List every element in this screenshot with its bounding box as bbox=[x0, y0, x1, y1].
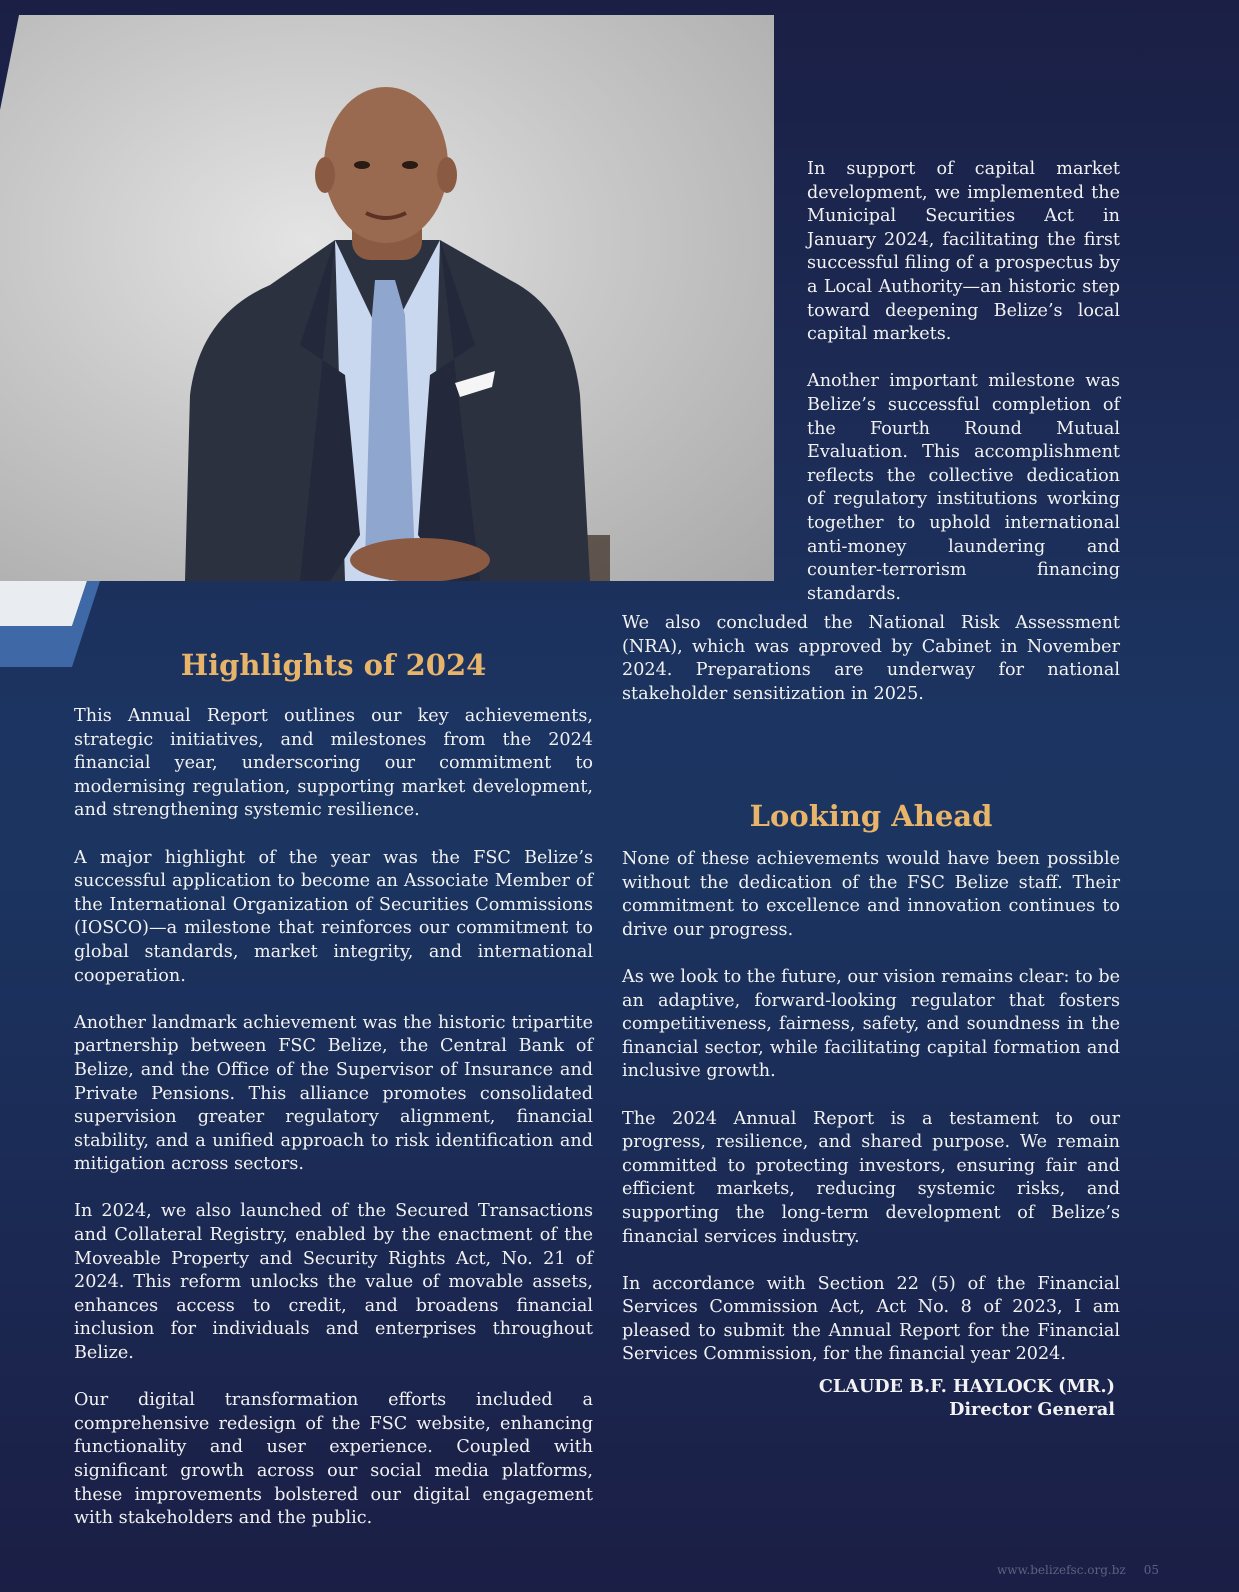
paragraph: This Annual Report outlines our key achievements, strategic initiatives, and milestones from the 2024 financial year, underscoring our commitment to modernising regulation, supporting market development, and strengthening systemic resilience. bbox=[74, 706, 593, 821]
paragraph: A major highlight of the year was the FSC Belize’s successful application to become an Associate Member of the International Organization of Securities Commissions (IOSCO)—a milestone that reinforces our commitment to global standards, market integrity, and international cooperation. bbox=[74, 847, 593, 986]
highlights-heading: Highlights of 2024 bbox=[180, 648, 487, 682]
paragraph: In support of capital market development, we implemented the Municipal Securities Act in January 2024, facilitating the first successful filing of a prospectus by a Local Authority—an historic step toward deepening Belize’s local capital markets. bbox=[807, 159, 1120, 345]
paragraph: None of these achievements would have been possible without the dedication of the FSC Belize staff. Their commitment to excellence and innovation continues to drive our progress. bbox=[622, 849, 1120, 940]
accent-shape-light bbox=[0, 581, 87, 626]
looking-ahead-column bbox=[622, 848, 1120, 1391]
page-number: 05 bbox=[1143, 1563, 1159, 1577]
signature-block bbox=[819, 1375, 1115, 1421]
director-portrait bbox=[0, 15, 774, 581]
website-link[interactable]: www.belizefsc.org.bz bbox=[997, 1563, 1126, 1577]
signatory-title: Director General bbox=[949, 1399, 1115, 1420]
paragraph: Another landmark achievement was the historic tripartite partnership between FSC Belize, the Central Bank of Belize, and the Office of the Supervisor of Insurance and Private Pensions. This alliance promotes consolidated supervision greater regulatory alignment, financial stability, and a unified approach to risk identification and mitigation across sectors. bbox=[74, 1012, 593, 1175]
page-footer bbox=[997, 1563, 1159, 1577]
highlights-column bbox=[74, 705, 593, 1554]
top-right-column bbox=[807, 158, 1120, 630]
paragraph: In 2024, we also launched of the Secured Transactions and Collateral Registry, enabled by the enactment of the Moveable Property and Security Rights Act, No. 21 of 2024. This reform unlocks the value of movable assets, enhances access to credit, and broadens financial inclusion for individuals and enterprises throughout Belize. bbox=[74, 1201, 593, 1364]
paragraph: In accordance with Section 22 (5) of the Financial Services Commission Act, Act No. 8 of 2023, I am pleased to submit the Annual Report for the Financial Services Commission, for the financial year 2024. bbox=[622, 1273, 1120, 1365]
paragraph: Another important milestone was Belize’s successful completion of the Fourth Round Mutual Evaluation. This accomplishment reflects the collective dedication of regulatory institutions working together to uphold international anti-money laundering and counter-terrorism financing standards. bbox=[807, 371, 1120, 604]
looking-ahead-heading: Looking Ahead bbox=[749, 799, 993, 833]
paragraph: We also concluded the National Risk Assessment (NRA), which was approved by Cabinet in November 2024. Preparations are underway for national stakeholder sensitization in 2025. bbox=[622, 613, 1120, 704]
signatory-name: CLAUDE B.F. HAYLOCK (MR.) bbox=[818, 1376, 1115, 1397]
paragraph: Our digital transformation efforts included a comprehensive redesign of the FSC website, enhancing functionality and user experience. Coupled with significant growth across our social media platforms, these improvements bolstered our digital engagement with stakeholders and the public. bbox=[74, 1390, 593, 1529]
portrait-illustration bbox=[0, 15, 774, 581]
mid-right-column bbox=[622, 612, 1120, 730]
paragraph: As we look to the future, our vision remains clear: to be an adaptive, forward-looking regulator that fosters competitiveness, fairness, safety, and soundness in the financial sector, while facilitating capital formation and inclusive growth. bbox=[622, 966, 1120, 1082]
paragraph: The 2024 Annual Report is a testament to our progress, resilience, and shared purpose. We remain committed to protecting investors, ensuring fair and efficient markets, reducing systemic risks, and supporting the long-term development of Belize’s financial services industry. bbox=[622, 1108, 1120, 1247]
